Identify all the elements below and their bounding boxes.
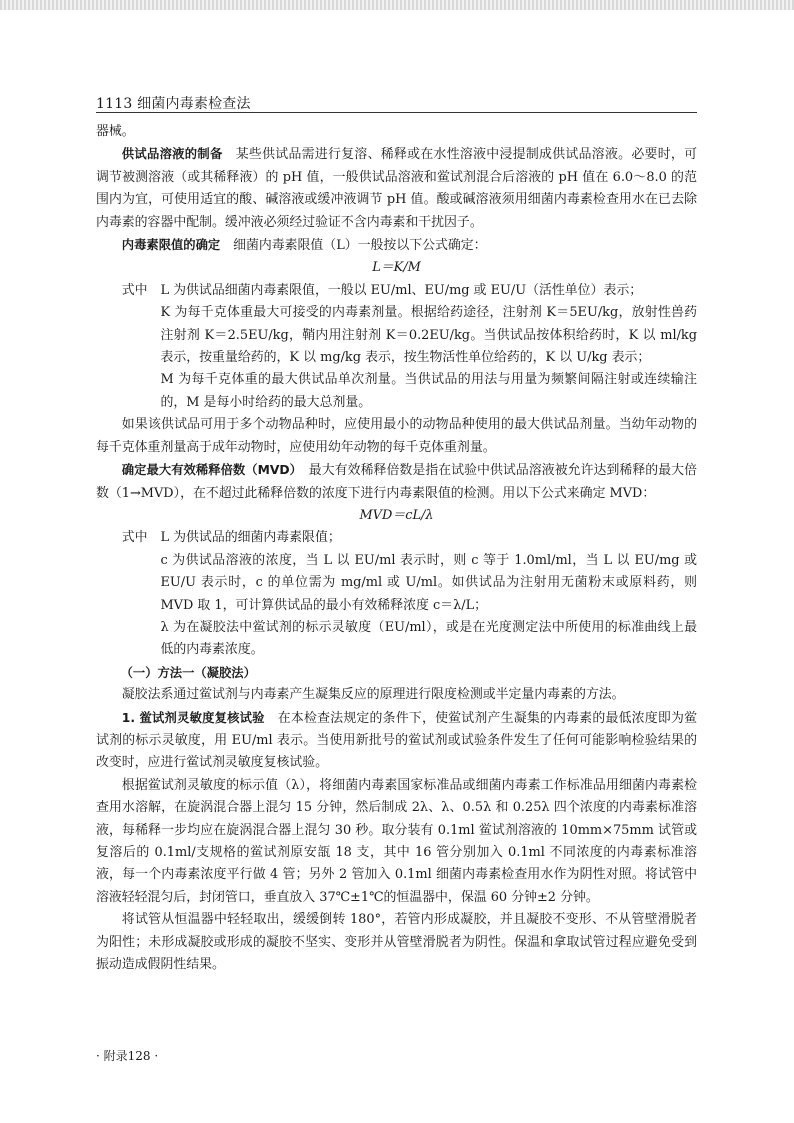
paragraph-reading: 将试管从恒温器中轻轻取出，缓缓倒转 180°，若管内形成凝胶，并且凝胶不变形、不从管壁滑脱者为阳性；未形成凝胶或形成的凝胶不坚实、变形并从管壁滑脱者为阴性。保温和拿取试管过程应避免受到振动造成假阴性结果。 — [96, 912, 697, 973]
definition-L: L 为供试品细菌内毒素限值，一般以 EU/ml、EU/mg 或 EU/U（活性单位）表示； — [160, 282, 643, 298]
paragraph-endotoxin-limit — [96, 234, 697, 257]
formula-limit: L＝K/M — [372, 260, 421, 276]
header-rule — [96, 112, 697, 113]
definition2-lambda: λ 为在凝胶法中鲎试剂的标示灵敏度（EU/ml），或是在光度测定法中所使用的标准曲线上最低的内毒素浓度。 — [160, 619, 697, 658]
section-heading-gel-method: （一）方法一（凝胶法） — [120, 665, 256, 680]
definitions-block-1 — [96, 280, 697, 414]
paragraph-procedure: 根据鲎试剂灵敏度的标示值（λ），将细菌内毒素国家标准品或细菌内毒素工作标准品用细菌内毒素检查用水溶解，在旋涡混合器上混匀 15 分钟，然后制成 2λ、λ、0.5λ 和 0.25λ 四个浓度的内毒素标准溶液，每稀释一步均应在旋涡混合器上混匀 30 秒。取分装有 0.1ml 鲎试剂溶液的 10mm×75mm 试管或复溶后的 0.1ml/支规格的鲎试剂原安瓿 18 支，其中 16 管分别加入 0.1ml 不同浓度的内毒素标准溶液，每一个内毒素浓度平行做 4 管；另外 2 管加入 0.1ml 细菌内毒素检查用水作为阴性对照。将试管中溶液轻轻混匀后，封闭管口，垂直放入 37℃±1℃的恒温器中，保温 60 分钟±2 分钟。 — [96, 777, 697, 905]
scan-edge-strip — [0, 0, 794, 10]
paragraph-mvd — [96, 459, 697, 505]
text-sample-prep: 某些供试品需进行复溶、稀释或在水性溶液中浸提制成供试品溶液。必要时，可调节被测溶液（或其稀释液）的 pH 值，一般供试品溶液和鲎试剂混合后溶液的 pH 值在 6.0～8.0 的范围内为宜，可使用适宜的酸、碱溶液或缓冲液调节 pH 值。酸或碱溶液须用细菌内毒素检查用水在已去除内毒素的容器中配制。缓冲液必须经过验证不含内毒素和干扰因子。 — [96, 147, 697, 230]
page-number: · 附录128 · — [96, 1049, 159, 1063]
page-header-title: 1113 细菌内毒素检查法 — [96, 96, 251, 112]
definitions-list-1 — [160, 280, 697, 414]
main-content — [96, 121, 697, 976]
formula-mvd: MVD＝cL/λ — [359, 507, 434, 523]
paragraph-sensitivity — [96, 707, 697, 775]
heading-mvd: 确定最大有效稀释倍数（MVD） — [121, 463, 296, 478]
definition2-L: L 为供试品的细菌内毒素限值； — [160, 530, 341, 546]
heading-sample-prep: 供试品溶液的制备 — [121, 147, 223, 162]
text-mvd: 最大有效稀释倍数是指在试验中供试品溶液被允许达到稀释的最大倍数（1→MVD），在不超过此稀释倍数的浓度下进行内毒素限值的检测。用以下公式来确定 MVD： — [96, 463, 698, 501]
definition-M: M 为每千克体重的最大供试品单次剂量。当供试品的用法与用量为频繁间隔注射或连续输注的，M 是每小时给药的最大总剂量。 — [160, 372, 697, 410]
paragraph-multi-species: 如果该供试品可用于多个动物品种时，应使用最小的动物品种使用的最大供试品剂量。当幼年动物的每千克体重剂量高于成年动物时，应使用幼年动物的每千克体重剂量。 — [96, 417, 697, 455]
definitions-block-2 — [96, 527, 697, 661]
text-sensitivity: 在本检查法规定的条件下，使鲎试剂产生凝集的内毒素的最低浓度即为鲎试剂的标示灵敏度，用 EU/ml 表示。当使用新批号的鲎试剂或试验条件发生了任何可能影响检验结果的改变时，应进行鲎试剂灵敏度复核试验。 — [96, 710, 698, 771]
where-label-1: 式中 — [121, 282, 148, 298]
where-label-2: 式中 — [121, 530, 148, 546]
paragraph-continuation: 器械。 — [96, 124, 135, 139]
definitions-list-2 — [160, 527, 697, 661]
definition2-c: c 为供试品溶液的浓度，当 L 以 EU/ml 表示时，则 c 等于 1.0ml/ml，当 L 以 EU/mg 或 EU/U 表示时，c 的单位需为 mg/ml 或 U/ml。如供试品为注射用无菌粉末或原料药，则 MVD 取 1，可计算供试品的最小有效稀释浓度 c＝λ/L； — [160, 552, 697, 613]
paragraph-gel-intro: 凝胶法系通过鲎试剂与内毒素产生凝集反应的原理进行限度检测或半定量内毒素的方法。 — [121, 687, 625, 703]
paragraph-sample-prep — [96, 143, 697, 234]
text-endotoxin-limit: 细菌内毒素限值（L）一般按以下公式确定： — [233, 238, 487, 254]
definition-K: K 为每千克体重最大可接受的内毒素剂量。根据给药途径，注射剂 K＝5EU/kg，放射性兽药注射剂 K＝2.5EU/kg，鞘内用注射剂 K＝0.2EU/kg。当供试品按体积给药时，K 以 ml/kg 表示，按重量给药的，K 以 mg/kg 表示，按生物活性单位给药的，K 以 U/kg 表示； — [160, 305, 697, 366]
heading-sensitivity: 1. 鲎试剂灵敏度复核试验 — [121, 710, 265, 725]
heading-endotoxin-limit: 内毒素限值的确定 — [121, 238, 221, 253]
